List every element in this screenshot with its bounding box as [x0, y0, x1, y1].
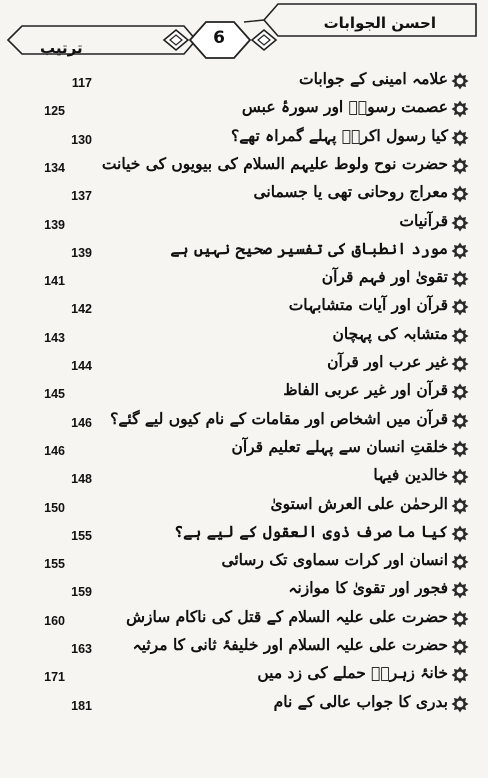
toc-entry-title: کیا ما صرف ذوی العقول کے لیے ہے؟ [174, 521, 448, 541]
toc-page-number: 150 [44, 500, 65, 515]
star-bullet-icon [451, 610, 469, 628]
toc-entry-title: عصمت رسولؐ اور سورۂ عبس [241, 97, 448, 117]
toc-entry-title: خلقتِ انسان سے پہلے تعلیم قرآن [231, 436, 448, 456]
toc-page-number: 155 [44, 557, 65, 572]
toc-page-number: 160 [44, 613, 65, 628]
toc-page-number: 142 [71, 302, 92, 317]
toc-page-number: 146 [44, 443, 65, 458]
star-bullet-icon [451, 327, 469, 345]
toc-entry-title: مورد انطباق کی تفسیر صحیح نہیں ہے [170, 238, 448, 258]
toc-entry-title: قرآنیات [399, 210, 448, 230]
toc-page-number: 134 [44, 160, 65, 175]
star-bullet-icon [451, 298, 469, 316]
toc-page-number: 141 [44, 274, 65, 289]
toc-page-number: 181 [71, 698, 92, 713]
star-bullet-icon [451, 581, 469, 599]
star-bullet-icon [451, 242, 469, 260]
star-bullet-icon [451, 553, 469, 571]
toc-entry-title: متشابہ کی پہچان [332, 323, 448, 343]
star-bullet-icon [451, 468, 469, 486]
toc-entry-title: حضرت نوح ولوط علیہم السلام کی بیویوں کی خیانت [101, 153, 448, 173]
toc-row [0, 634, 488, 662]
toc-page-number: 143 [44, 330, 65, 345]
star-bullet-icon [451, 270, 469, 288]
toc-row [0, 464, 488, 492]
toc-entry-title: خالدین فیہا [373, 465, 448, 485]
toc-row [0, 493, 488, 521]
toc-entry-title: قرآن میں اشخاص اور مقامات کے نام کیوں لیے گئے؟ [110, 408, 448, 428]
toc-entry-title: معراج روحانی تھی یا جسمانی [253, 182, 448, 202]
toc-entry-title: علامہ امینی کے جوابات [299, 69, 448, 88]
toc-row [0, 606, 488, 634]
star-bullet-icon [451, 497, 469, 515]
star-bullet-icon [451, 72, 469, 90]
star-bullet-icon [451, 157, 469, 175]
toc-row [0, 436, 488, 464]
star-bullet-icon [451, 695, 469, 713]
toc-page-number: 144 [71, 359, 92, 373]
toc-entry-title: قرآن اور آیات متشابہات [288, 295, 448, 315]
toc-row [0, 238, 488, 266]
star-bullet-icon [451, 440, 469, 458]
toc-page-number: 146 [71, 415, 92, 430]
toc-row [0, 266, 488, 294]
toc-page-number: 130 [71, 132, 92, 147]
book-title: احسن الجوابات [323, 14, 436, 32]
toc-entry-title: کیا رسول اکرمؐ پہلے گمراہ تھے؟ [231, 125, 448, 145]
toc-page-number: 125 [44, 104, 65, 119]
toc-row [0, 691, 488, 719]
section-title: ترتیب [40, 39, 83, 57]
toc-page-number: 137 [71, 189, 92, 204]
toc-entry-title: تقویٰ اور فہم قرآن [321, 267, 448, 287]
star-bullet-icon [451, 100, 469, 118]
toc-entry-title: حضرت علی علیہ السلام اور خلیفۂ ثانی کا مرثیہ [132, 635, 448, 654]
toc-row [0, 294, 488, 322]
toc-page-number: 139 [44, 217, 65, 232]
star-bullet-icon [451, 214, 469, 232]
star-bullet-icon [451, 355, 469, 373]
toc-entry-title: فجور اور تقویٰ کا موازنہ [288, 578, 448, 598]
toc-page-number: 139 [71, 245, 92, 260]
toc-entry-title: الرحمٰن علی العرش استویٰ [270, 493, 448, 513]
toc-row [0, 577, 488, 605]
toc-page-number: 148 [71, 472, 92, 487]
toc-entry-title: خانۂ زہراؑ حملے کی زد میں [257, 663, 448, 683]
toc-row [0, 181, 488, 209]
table-of-contents [0, 62, 488, 778]
toc-row [0, 408, 488, 436]
toc-row [0, 549, 488, 577]
toc-page-number: 171 [44, 670, 65, 685]
toc-entry-title: غیر عرب اور قرآن [327, 352, 448, 371]
toc-entry-title: قرآن اور غیر عربی الفاظ [283, 380, 448, 400]
toc-row [0, 125, 488, 153]
star-bullet-icon [451, 185, 469, 203]
toc-row [0, 210, 488, 238]
toc-row [0, 351, 488, 379]
star-bullet-icon [451, 383, 469, 401]
star-bullet-icon [451, 412, 469, 430]
toc-page-number: 163 [71, 642, 92, 656]
toc-row [0, 153, 488, 181]
toc-page-number: 159 [71, 585, 92, 600]
toc-row [0, 379, 488, 407]
toc-row [0, 96, 488, 124]
toc-row [0, 68, 488, 96]
star-bullet-icon [451, 638, 469, 656]
toc-entry-title: حضرت علی علیہ السلام کے قتل کی ناکام سازش [126, 606, 448, 626]
toc-row [0, 521, 488, 549]
toc-row [0, 323, 488, 351]
star-bullet-icon [451, 525, 469, 543]
toc-page-number: 145 [44, 387, 65, 402]
toc-page-number: 117 [71, 76, 92, 90]
toc-row [0, 662, 488, 690]
star-bullet-icon [451, 666, 469, 684]
star-bullet-icon [451, 129, 469, 147]
toc-entry-title: بدری کا جواب عالی کے نام [273, 691, 448, 711]
toc-entry-title: انسان اور کرات سماوی تک رسائی [221, 550, 448, 570]
toc-page-number: 155 [71, 528, 92, 543]
page-number: 6 [213, 28, 225, 48]
